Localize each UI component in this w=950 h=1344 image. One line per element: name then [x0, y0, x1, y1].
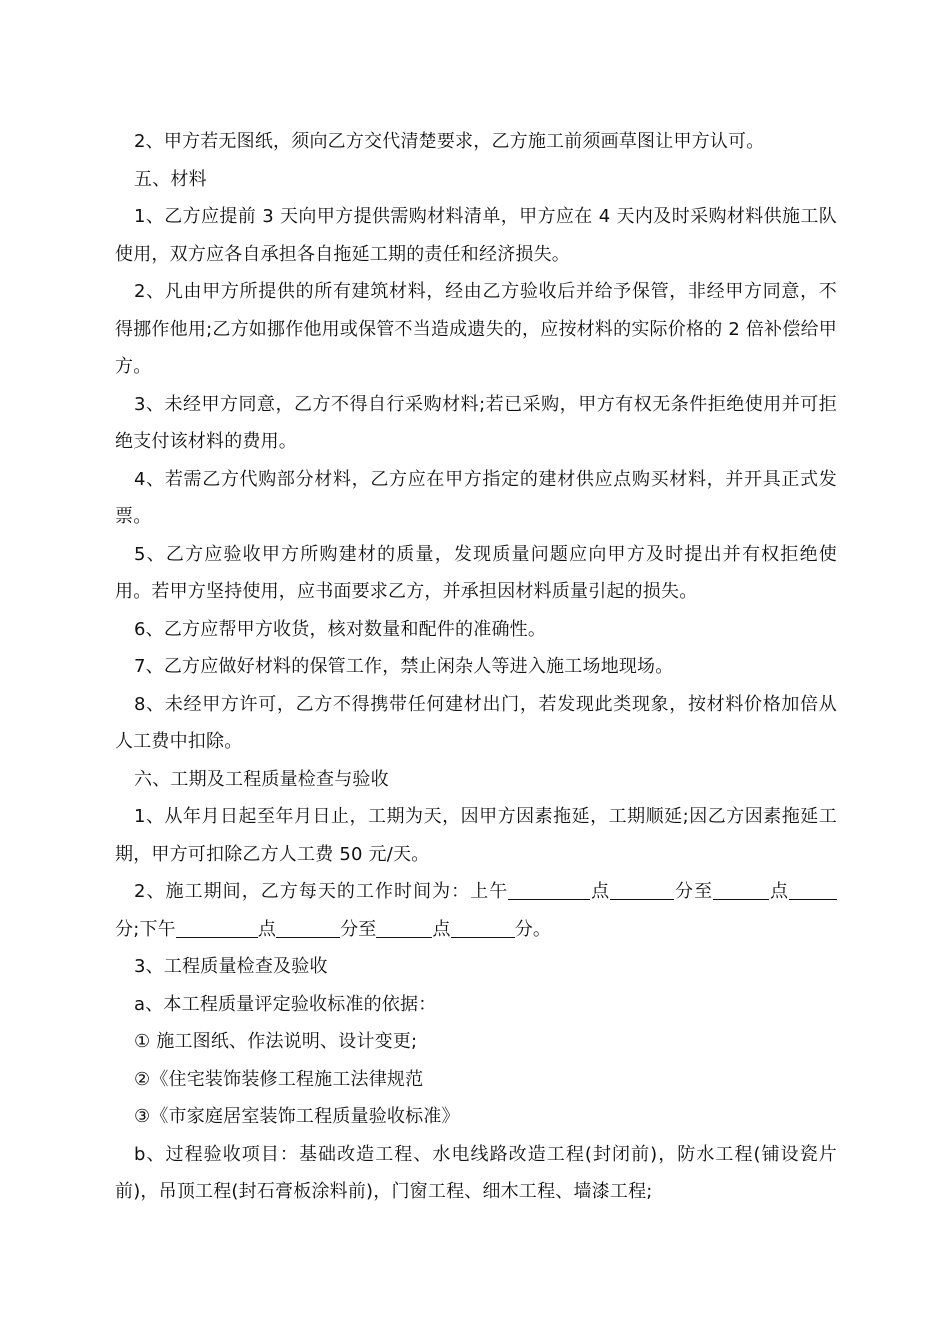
clause-material-storage: 7、乙方应做好材料的保管工作，禁止闲杂人等进入施工场地现场。	[134, 656, 674, 677]
clause-material-custody: 2、凡由甲方所提供的所有建筑材料，经由乙方验收后并给予保管，非经甲方同意，不得挪作他用;乙方如挪作他用或保管不当造成遗失的，应按材料的实际价格的 2 倍补偿给甲方。	[115, 281, 837, 377]
work-hours-text: 分。	[514, 918, 552, 940]
section-heading-schedule-quality: 六、工期及工程质量检查与验收	[134, 768, 389, 790]
work-hours-text: 点	[769, 881, 790, 902]
section-heading-materials: 五、材料	[134, 168, 207, 190]
clause-material-list: 1、乙方应提前 3 天向甲方提供需购材料清单，甲方应在 4 天内及时采购材料供施工队使用，双方应各自承担各自拖延工期的责任和经济损失。	[115, 206, 837, 265]
clause-no-self-purchase: 3、未经甲方同意，乙方不得自行采购材料;若已采购，甲方有权无条件拒绝使用并可拒绝支付该材料的费用。	[115, 393, 837, 452]
clause-construction-period: 1、从年月日起至年月日止，工期为天，因甲方因素拖延，工期顺延;因乙方因素拖延工期，甲方可扣除乙方人工费 50 元/天。	[115, 806, 837, 865]
clause-work-hours	[115, 873, 837, 948]
work-hours-text: 分至	[674, 881, 714, 902]
clause-no-removal: 8、未经甲方许可，乙方不得携带任何建材出门，若发现此类现象，按材料价格加倍从人工费中扣除。	[115, 693, 837, 752]
blank-am-start-hour[interactable]	[508, 881, 590, 900]
list-item-acceptance-standard: ③《市家庭居室装饰工程质量验收标准》	[134, 1106, 460, 1127]
blank-pm-start-minute[interactable]	[276, 919, 340, 938]
work-hours-prefix: 2、施工期间，乙方每天的工作时间为：上午	[134, 881, 509, 902]
blank-pm-start-hour[interactable]	[176, 919, 258, 938]
blank-am-end-hour[interactable]	[713, 881, 769, 900]
clause-acceptance-basis: a、本工程质量评定验收标准的依据：	[134, 993, 437, 1015]
clause-receiving-goods: 6、乙方应帮甲方收货，核对数量和配件的准确性。	[134, 618, 547, 640]
blank-am-end-minute[interactable]	[789, 881, 837, 900]
clause-material-inspection: 5、乙方应验收甲方所购建材的质量，发现质量问题应向甲方及时提出并有权拒绝使用。若甲方坚持使用，应书面要求乙方，并承担因材料质量引起的损失。	[115, 543, 837, 602]
clause-drawing-approval: 2、甲方若无图纸，须向乙方交代清楚要求，乙方施工前须画草图让甲方认可。	[134, 131, 765, 152]
list-item-residential-code: ②《住宅装饰装修工程施工法律规范	[134, 1068, 424, 1090]
clause-agent-purchase: 4、若需乙方代购部分材料，乙方应在甲方指定的建材供应点购买材料，并开具正式发票。	[115, 468, 837, 527]
clause-process-acceptance-items: b、过程验收项目：基础改造工程、水电线路改造工程(封闭前)，防水工程(铺设瓷片前)，吊顶工程(封石膏板涂料前)，门窗工程、细木工程、墙漆工程;	[115, 1143, 837, 1202]
blank-pm-end-hour[interactable]	[376, 919, 432, 938]
list-item-drawings: ① 施工图纸、作法说明、设计变更;	[134, 1031, 418, 1052]
work-hours-text: 点	[432, 918, 451, 940]
document-page	[115, 123, 837, 1211]
subsection-quality-inspection: 3、工程质量检查及验收	[134, 956, 328, 977]
work-hours-text: 点	[257, 918, 277, 940]
work-hours-text: 分至	[340, 918, 377, 940]
blank-am-start-minute[interactable]	[610, 881, 674, 900]
blank-pm-end-minute[interactable]	[451, 919, 515, 938]
work-hours-text: 分;下午	[115, 918, 176, 940]
work-hours-text: 点	[590, 881, 611, 902]
